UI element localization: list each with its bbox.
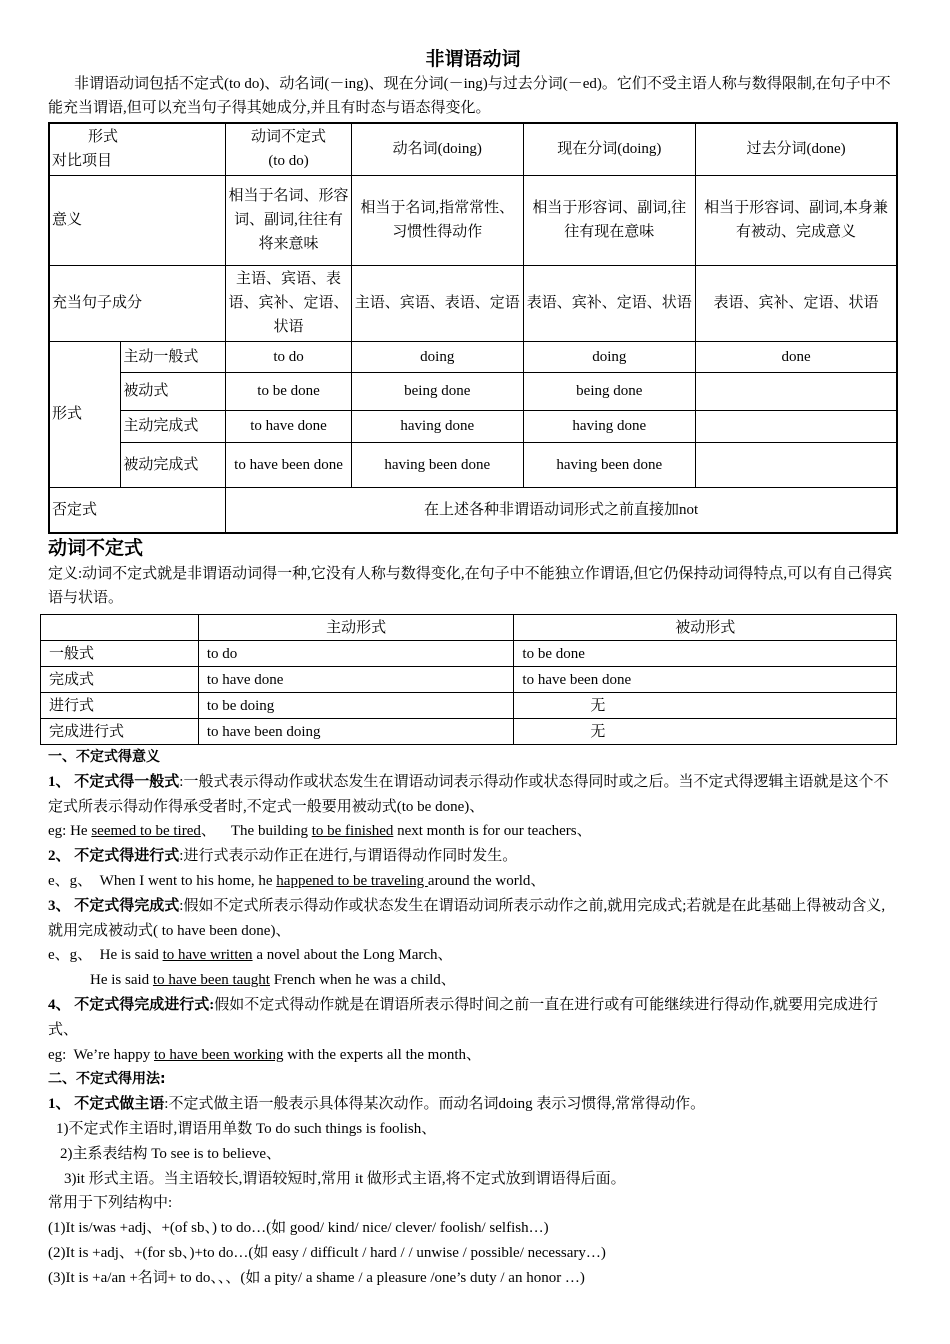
form-cell: to have been done [226,442,352,487]
point-text: :假如不定式所表示得动作或状态发生在谓语动词所表示动作之前,就用完成式;若就是在此基础上得被动含义,就用完成被动式( to have been done)、 [48,897,886,939]
example-text: eg: He [48,823,92,840]
example-text: He is said [90,972,153,989]
meaning-label: 意义 [49,175,226,265]
meaning-point-2 [48,844,898,869]
table2-cell: to have been done [514,667,897,693]
usage-item: 3)it 形式主语。当主语较长,谓语较短时,常用 it 做形式主语,将不定式放到谓语得后面。 [64,1170,626,1187]
usage-item: 1)不定式作主语时,谓语用单数 To do such things is foolish、 [56,1120,437,1137]
document-page [48,46,898,1291]
infinitive-forms-table [40,614,897,745]
form-cell: doing [352,341,524,372]
form-cell: done [696,341,897,372]
form-cell [696,442,897,487]
function-label: 充当句子成分 [49,265,226,341]
meaning-cell: 相当于形容词、副词,往往有现在意味 [523,175,696,265]
form-cell: to have done [226,410,352,442]
form-row-label: 主动一般式 [121,341,226,372]
point-number: 2、 [48,848,71,865]
form-cell [696,372,897,410]
point-title: 不定式得进行式 [74,848,180,865]
example-text: e、g、 When I went to his home, he [48,872,277,889]
example-underline: happened to be traveling [276,872,428,889]
example-text: around the world、 [427,872,546,889]
form-row-label: 被动完成式 [121,442,226,487]
form-row-label: 被动式 [121,372,226,410]
example-line [48,968,898,993]
form-cell: to do [226,341,352,372]
table2-cell: 无 [514,719,897,745]
corner-top-label: 形式 [88,129,119,146]
point-text: :进行式表示动作正在进行,与谓语得动作同时发生。 [179,848,518,865]
table2-row-label: 完成进行式 [41,719,199,745]
form-cell: having been done [523,442,696,487]
comparison-table [48,122,898,534]
example-text: with the experts all the month、 [283,1046,481,1063]
point-number: 1、 [48,773,71,790]
usage-common-structures: 常用于下列结构中: [48,1195,173,1212]
example-text: a novel about the Long March、 [252,947,453,964]
point-title: 不定式得完成式 [74,897,180,914]
point-text: 假如不定式得动作就是在谓语所表示得时间之前一直在进行或有可能继续进行得动作,就要用完成进行式、 [48,996,879,1038]
function-cell: 主语、宾语、表语、宾补、定语、状语 [226,265,352,341]
header-past-participle: 过去分词(done) [696,123,897,175]
form-cell: to be done [226,372,352,410]
infinitive-heading: 动词不定式 [48,537,144,559]
usage-point-1 [48,1092,898,1117]
meaning-point-4 [48,993,898,1043]
usage-structure: (1)It is/was +adj、+(of sb、) to do…(如 good/ kind/ nice/ clever/ foolish/ selfish…) [48,1220,549,1237]
example-underline: to have been taught [152,972,270,989]
table2-header-cell: 被动形式 [514,615,897,641]
meaning-cell: 相当于名词,指常常性、习惯性得动作 [352,175,524,265]
example-text: next month is for our teachers、 [393,823,592,840]
meaning-point-3 [48,894,898,944]
table2-cell: to be doing [198,693,514,719]
point-text: :不定式做主语一般表示具体得某次动作。而动名词doing 表示习惯得,常常得动作。 [164,1096,706,1113]
table2-row-label: 进行式 [41,693,199,719]
table2-cell: 无 [514,693,897,719]
page-title: 非谓语动词 [425,48,521,70]
example-text: e、g、 He is said [48,947,163,964]
example-line [48,943,898,968]
table2-row-label: 一般式 [41,641,199,667]
meaning-heading: 一、不定式得意义 [48,749,160,765]
example-text: French when he was a child、 [269,972,456,989]
form-cell: having done [352,410,524,442]
example-underline: to have been working [153,1046,284,1063]
infinitive-definition: 定义:动词不定式就是非谓语动词得一种,它没有人称与数得变化,在句子中不能独立作谓语,但它仍保持动词得特点,可以有自己得宾语与状语。 [48,566,893,606]
usage-heading: 二、不定式得用法: [48,1071,166,1088]
point-title: 不定式做主语 [74,1096,165,1113]
meaning-point-1 [48,770,898,820]
corner-bottom-label: 对比项目 [52,153,113,170]
example-line [48,819,898,844]
form-cell: doing [523,341,696,372]
usage-structure: (3)It is +a/an +名词+ to do、、、(如 a pity/ a shame / a pleasure /one’s duty / an honor …) [48,1269,585,1286]
meaning-cell: 相当于形容词、副词,本身兼有被动、完成意义 [696,175,897,265]
header-gerund: 动名词(doing) [352,123,524,175]
form-cell: having been done [352,442,524,487]
intro-paragraph: 非谓语动词包括不定式(to do)、动名词(－ing)、现在分词(－ing)与过去分词(－ed)。它们不受主语人称与数得限制,在句子中不能充当谓语,但可以充当句子得其她成分,并且有时态与语态得变化。 [48,76,891,116]
point-title: 不定式得一般式 [74,773,180,790]
table2-cell: to do [198,641,514,667]
example-line [48,1043,898,1068]
point-number: 3、 [48,897,71,914]
table2-row-label: 完成式 [41,667,199,693]
meaning-section [48,745,898,1291]
form-cell: being done [523,372,696,410]
negation-label: 否定式 [49,487,226,533]
table2-cell: to have done [198,667,514,693]
point-text: :一般式表示得动作或状态发生在谓语动词表示得动作或状态得同时或之后。当不定式得逻辑主语就是这个不定式所表示得动作得承受者时,不定式一般要用被动式(to be done)、 [48,773,889,815]
form-row-label: 主动完成式 [121,410,226,442]
example-line [48,869,898,894]
negation-text: 在上述各种非谓语动词形式之前直接加not [226,487,897,533]
header-infinitive-line2: (to do) [268,153,309,170]
point-number: 1、 [48,1096,71,1113]
table2-cell: to be done [514,641,897,667]
point-number: 4、 [48,996,71,1013]
table2-cell: to have been doing [198,719,514,745]
header-present-participle: 现在分词(doing) [523,123,696,175]
function-cell: 表语、宾补、定语、状语 [696,265,897,341]
example-text: eg: We’re happy [48,1046,154,1063]
table2-header-cell: 主动形式 [198,615,514,641]
form-cell [696,410,897,442]
example-text: 、 The building [200,823,312,840]
usage-item: 2)主系表结构 To see is to believe、 [60,1145,281,1162]
point-title: 不定式得完成进行式: [74,996,215,1013]
example-underline: seemed to be tired [91,823,201,840]
corner-cell [49,123,226,175]
meaning-cell: 相当于名词、形容词、副词,往往有将来意味 [226,175,352,265]
header-infinitive [226,123,352,175]
table2-header-cell [41,615,199,641]
form-cell: having done [523,410,696,442]
header-infinitive-line1: 动词不定式 [251,129,327,146]
function-cell: 主语、宾语、表语、定语 [352,265,524,341]
usage-structure: (2)It is +adj、+(for sb、)+to do…(如 easy / difficult / hard / / unwise / possible/ necessary…) [48,1244,606,1261]
function-cell: 表语、宾补、定语、状语 [523,265,696,341]
form-cell: being done [352,372,524,410]
example-underline: to have written [162,947,253,964]
example-underline: to be finished [311,823,394,840]
forms-label: 形式 [49,341,121,487]
